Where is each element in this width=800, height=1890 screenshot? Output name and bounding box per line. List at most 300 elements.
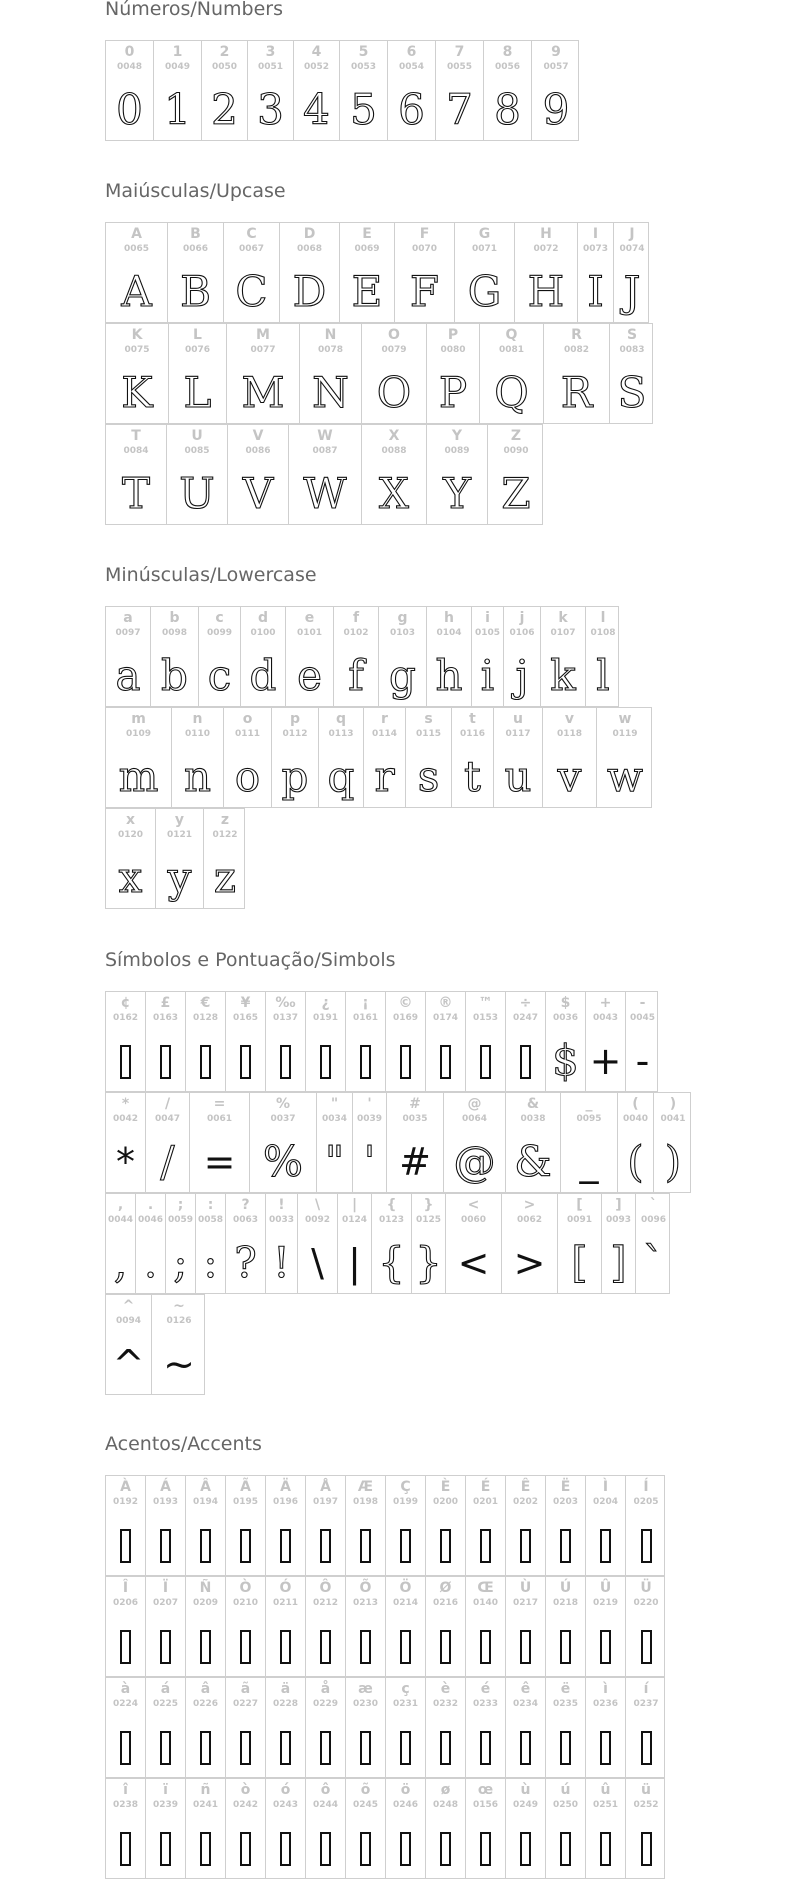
glyph-sample: - (635, 1039, 650, 1083)
glyph-code: 0040 (622, 1114, 649, 1124)
glyph-cell (248, 41, 294, 140)
missing-glyph-icon (480, 1529, 491, 1563)
glyph-label: € (200, 995, 211, 1011)
glyph-code: 0116 (459, 729, 486, 739)
missing-glyph-box (386, 1821, 425, 1875)
glyph-sample: } (415, 1238, 442, 1287)
missing-glyph-box (586, 1619, 625, 1673)
missing-glyph-box (106, 1518, 145, 1572)
glyph-code: 0051 (257, 62, 284, 72)
missing-glyph-box (226, 1720, 265, 1774)
missing-glyph-box (266, 1619, 305, 1673)
glyph-label: B (190, 226, 201, 242)
glyph-code: 0081 (498, 345, 525, 355)
glyph-code: 0052 (303, 62, 330, 72)
glyph-sample: ^ (112, 1342, 145, 1386)
glyph-cell (250, 1093, 317, 1192)
glyph-label: ù (520, 1782, 531, 1798)
glyph-cell (226, 1779, 266, 1878)
glyph-label: Å (320, 1479, 331, 1495)
glyph-cell (541, 607, 586, 706)
glyph-sample: . (143, 1238, 158, 1287)
missing-glyph-icon (520, 1731, 531, 1765)
glyph-cell (636, 1194, 671, 1293)
glyph-code: 0212 (312, 1598, 339, 1608)
glyph-sample: i (480, 651, 495, 700)
glyph-label: ] (615, 1197, 622, 1213)
glyph-code: 0234 (512, 1699, 539, 1709)
glyph-row (105, 40, 579, 141)
glyph-sample: = (203, 1140, 236, 1184)
glyph-cell (106, 992, 146, 1091)
missing-glyph-box (426, 1821, 465, 1875)
glyph-cell (146, 1476, 186, 1575)
glyph-sample: c (207, 651, 232, 700)
missing-glyph-box (146, 1720, 185, 1774)
glyph-code: 0045 (629, 1013, 656, 1023)
glyph-row (105, 1677, 665, 1778)
glyph-sample: Q (494, 368, 529, 417)
glyph-cell (466, 1577, 506, 1676)
glyph-sample: R (560, 368, 593, 417)
glyph-label: ø (440, 1782, 451, 1798)
glyph-code: 0252 (633, 1800, 659, 1810)
glyph-label: + (599, 995, 612, 1011)
missing-glyph-icon (160, 1832, 171, 1866)
glyph-cell (286, 607, 334, 706)
glyph-cell (172, 708, 224, 807)
glyph-cell (494, 708, 543, 807)
missing-glyph-box (586, 1720, 625, 1774)
missing-glyph-box (226, 1619, 265, 1673)
glyph-code: 0096 (640, 1215, 667, 1225)
glyph-label: W (317, 428, 333, 444)
glyph-sample: C (235, 267, 268, 316)
glyph-label: z (220, 812, 230, 828)
glyph-cell (386, 1779, 426, 1878)
glyph-code: 0065 (123, 244, 150, 254)
glyph-code: 0174 (432, 1013, 459, 1023)
glyph-code: 0194 (192, 1497, 219, 1507)
glyph-sample: [ (571, 1238, 588, 1287)
glyph-code: 0193 (152, 1497, 179, 1507)
glyph-cell (426, 1779, 466, 1878)
glyph-code: 0073 (582, 244, 609, 254)
missing-glyph-box (186, 1720, 225, 1774)
glyph-code: 0232 (432, 1699, 459, 1709)
glyph-code: 0046 (137, 1215, 164, 1225)
glyph-code: 0140 (472, 1598, 499, 1608)
glyph-cell (466, 1678, 506, 1777)
glyph-label: ä (280, 1681, 291, 1697)
glyph-label: ¿ (321, 995, 330, 1011)
glyph-label: , (117, 1197, 124, 1213)
glyph-label: T (131, 428, 141, 444)
glyph-label: œ (477, 1782, 494, 1798)
glyph-cell (626, 1678, 666, 1777)
glyph-code: 0250 (552, 1800, 579, 1810)
missing-glyph-icon (320, 1832, 331, 1866)
glyph-code: 0229 (312, 1699, 339, 1709)
glyph-code: 0102 (343, 628, 369, 638)
glyph-code: 0198 (352, 1497, 379, 1507)
glyph-code: 0064 (461, 1114, 488, 1124)
glyph-code: 0231 (392, 1699, 419, 1709)
glyph-code: 0094 (115, 1316, 142, 1326)
glyph-cell (626, 1476, 666, 1575)
glyph-code: 0035 (402, 1114, 428, 1124)
missing-glyph-box (546, 1619, 585, 1673)
glyph-cell (106, 1295, 152, 1394)
glyph-label: Æ (357, 1479, 374, 1495)
missing-glyph-icon (160, 1731, 171, 1765)
missing-glyph-icon (520, 1630, 531, 1664)
glyph-cell (106, 425, 167, 524)
missing-glyph-icon (600, 1630, 611, 1664)
missing-glyph-icon (120, 1045, 131, 1079)
glyph-cell (226, 992, 266, 1091)
missing-glyph-box (466, 1821, 505, 1875)
glyph-code: 0049 (164, 62, 191, 72)
glyph-label: ë (560, 1681, 571, 1697)
glyph-code: 0195 (232, 1497, 259, 1507)
glyph-sample: Z (501, 469, 531, 518)
glyph-cell (506, 1577, 546, 1676)
missing-glyph-icon (480, 1731, 491, 1765)
missing-glyph-box (426, 1720, 465, 1774)
glyph-sample: F (409, 267, 440, 316)
glyph-label: ~ (173, 1298, 185, 1314)
glyph-label: à (120, 1681, 131, 1697)
glyph-sample: v (557, 752, 582, 801)
glyph-label: ` (650, 1197, 657, 1213)
glyph-sample: A (121, 267, 152, 316)
missing-glyph-icon (240, 1529, 251, 1563)
glyph-sample: & (514, 1137, 552, 1186)
glyph-cell (561, 1093, 618, 1192)
glyph-code: 0247 (512, 1013, 539, 1023)
glyph-label: Ä (280, 1479, 291, 1495)
glyph-cell (412, 1194, 446, 1293)
glyph-label: é (480, 1681, 491, 1697)
glyph-code: 0205 (633, 1497, 659, 1507)
glyph-cell (340, 223, 395, 322)
glyph-code: 0211 (272, 1598, 299, 1608)
glyph-cell (618, 1093, 654, 1192)
missing-glyph-icon (480, 1832, 491, 1866)
glyph-code: 0162 (112, 1013, 139, 1023)
glyph-code: 0103 (389, 628, 416, 638)
missing-glyph-box (426, 1034, 465, 1088)
glyph-cell (532, 41, 580, 140)
glyph-code: 0087 (312, 446, 338, 456)
missing-glyph-icon (400, 1045, 411, 1079)
glyph-code: 0050 (211, 62, 238, 72)
glyph-sample: o (234, 752, 261, 801)
glyph-cell (167, 425, 228, 524)
glyph-code: 0101 (296, 628, 323, 638)
glyph-label: - (639, 995, 646, 1011)
glyph-code: 0061 (206, 1114, 233, 1124)
section-title: Números/Numbers (105, 0, 283, 20)
missing-glyph-box (506, 1619, 545, 1673)
glyph-cell (338, 1194, 372, 1293)
section-title: Símbolos e Pontuação/Simbols (105, 949, 396, 971)
glyph-label: 8 (502, 44, 513, 60)
glyph-code: 0248 (432, 1800, 459, 1810)
glyph-cell (455, 223, 515, 322)
glyph-cell (502, 1194, 558, 1293)
missing-glyph-box (106, 1821, 145, 1875)
glyph-label: L (193, 327, 202, 343)
glyph-sample: 6 (398, 85, 425, 134)
glyph-cell (444, 1093, 506, 1192)
glyph-sample: J (623, 267, 641, 316)
glyph-sample: l (596, 651, 610, 700)
glyph-sample: ] (610, 1238, 627, 1287)
glyph-cell (146, 1577, 186, 1676)
glyph-cell (266, 992, 306, 1091)
glyph-label: D (303, 226, 316, 242)
missing-glyph-icon (360, 1045, 371, 1079)
glyph-code: 0083 (619, 345, 645, 355)
glyph-label: ! (278, 1197, 285, 1213)
missing-glyph-icon (240, 1630, 251, 1664)
glyph-code: 0216 (432, 1598, 459, 1608)
glyph-code: 0088 (381, 446, 407, 456)
glyph-sample: B (180, 267, 211, 316)
glyph-cell (427, 324, 480, 423)
glyph-label: A (131, 226, 142, 242)
glyph-code: 0218 (552, 1598, 579, 1608)
missing-glyph-box (346, 1619, 385, 1673)
glyph-code: 0241 (192, 1800, 219, 1810)
glyph-label: 5 (358, 44, 369, 60)
glyph-sample: r (374, 752, 395, 801)
missing-glyph-icon (320, 1045, 331, 1079)
glyph-label: ó (280, 1782, 291, 1798)
glyph-sample: I (587, 267, 604, 316)
glyph-cell (241, 607, 286, 706)
glyph-code: 0089 (444, 446, 470, 456)
glyph-code: 0110 (184, 729, 211, 739)
glyph-code: 0227 (232, 1699, 259, 1709)
glyph-label: ã (240, 1681, 251, 1697)
missing-glyph-box (386, 1034, 425, 1088)
glyph-code: 0085 (184, 446, 210, 456)
glyph-label: Ë (560, 1479, 571, 1495)
glyph-sample: { (378, 1238, 405, 1287)
glyph-label: Ã (240, 1479, 251, 1495)
glyph-code: 0095 (576, 1114, 602, 1124)
missing-glyph-box (546, 1518, 585, 1572)
glyph-sample: 8 (494, 85, 521, 134)
glyph-sample: e (297, 651, 322, 700)
glyph-row (105, 1576, 665, 1677)
glyph-cell (353, 1093, 387, 1192)
glyph-label: # (409, 1096, 421, 1112)
glyph-sample: q (327, 752, 355, 801)
missing-glyph-icon (560, 1832, 571, 1866)
glyph-cell (436, 41, 484, 140)
glyph-label: 2 (219, 44, 230, 60)
glyph-label: b (169, 610, 180, 626)
glyph-cell (466, 1779, 506, 1878)
glyph-cell (280, 223, 340, 322)
glyph-cell (340, 41, 388, 140)
missing-glyph-icon (200, 1630, 211, 1664)
glyph-cell (306, 992, 346, 1091)
glyph-code: 0097 (115, 628, 141, 638)
glyph-sample: y (167, 853, 192, 902)
glyph-code: 0106 (509, 628, 535, 638)
glyph-sample: g (389, 651, 416, 700)
glyph-code: 0163 (152, 1013, 179, 1023)
glyph-cell (168, 223, 224, 322)
missing-glyph-icon (440, 1832, 451, 1866)
missing-glyph-icon (280, 1731, 291, 1765)
missing-glyph-box (546, 1720, 585, 1774)
glyph-cell (544, 324, 610, 423)
glyph-code: 0156 (472, 1800, 499, 1810)
glyph-code: 0107 (550, 628, 576, 638)
glyph-cell (226, 1577, 266, 1676)
glyph-cell (294, 41, 340, 140)
glyph-row (105, 991, 658, 1092)
glyph-cell (186, 992, 226, 1091)
glyph-cell (202, 41, 248, 140)
glyph-cell (484, 41, 532, 140)
glyph-code: 0251 (592, 1800, 619, 1810)
glyph-sample: s (417, 752, 440, 801)
glyph-sample: b (161, 651, 188, 700)
glyph-code: 0245 (352, 1800, 379, 1810)
glyph-label: & (526, 1096, 540, 1112)
glyph-code: 0067 (238, 244, 265, 254)
glyph-label: f (352, 610, 360, 626)
glyph-sample: " (324, 1137, 345, 1186)
glyph-sample: 2 (211, 85, 238, 134)
glyph-label: ï (163, 1782, 168, 1798)
glyph-code: 0041 (660, 1114, 686, 1124)
glyph-code: 0109 (125, 729, 152, 739)
glyph-sample: E (351, 267, 383, 316)
glyph-label: q (335, 711, 347, 727)
glyph-sample: f (348, 651, 364, 700)
glyph-label: . (147, 1197, 154, 1213)
missing-glyph-icon (120, 1630, 131, 1664)
glyph-code: 0219 (592, 1598, 619, 1608)
glyph-code: 0068 (296, 244, 323, 254)
glyph-cell (227, 324, 300, 423)
glyph-code: 0121 (166, 830, 193, 840)
glyph-cell (626, 1779, 666, 1878)
missing-glyph-box (506, 1034, 545, 1088)
glyph-row (105, 323, 653, 424)
glyph-cell (199, 607, 241, 706)
glyph-code: 0060 (460, 1215, 487, 1225)
glyph-cell (226, 1678, 266, 1777)
glyph-code: 0099 (206, 628, 233, 638)
glyph-label: s (424, 711, 433, 727)
glyph-code: 0082 (563, 345, 590, 355)
glyph-cell (190, 1093, 250, 1192)
glyph-label: k (558, 610, 568, 626)
glyph-label: ; (177, 1197, 184, 1213)
missing-glyph-icon (400, 1731, 411, 1765)
missing-glyph-icon (280, 1529, 291, 1563)
glyph-code: 0249 (512, 1800, 539, 1810)
missing-glyph-icon (400, 1832, 411, 1866)
missing-glyph-icon (160, 1630, 171, 1664)
missing-glyph-box (106, 1034, 145, 1088)
glyph-sample: ! (273, 1238, 290, 1287)
glyph-label: S (626, 327, 638, 343)
glyph-cell (472, 607, 504, 706)
glyph-code: 0108 (590, 628, 616, 638)
glyph-code: 0053 (350, 62, 377, 72)
missing-glyph-icon (440, 1731, 451, 1765)
glyph-label: ¡ (362, 995, 369, 1011)
glyph-cell (395, 223, 455, 322)
glyph-label: a (123, 610, 133, 626)
glyph-label: À (120, 1479, 131, 1495)
glyph-sample: k (550, 651, 576, 700)
glyph-code: 0098 (161, 628, 188, 638)
glyph-label: [ (576, 1197, 583, 1213)
missing-glyph-box (226, 1518, 265, 1572)
glyph-code: 0056 (494, 62, 521, 72)
glyph-code: 0115 (415, 729, 442, 739)
glyph-cell (289, 425, 362, 524)
glyph-sample: ' (363, 1137, 376, 1186)
glyph-code: 0047 (154, 1114, 181, 1124)
glyph-code: 0123 (378, 1215, 405, 1225)
glyph-cell (506, 1476, 546, 1575)
missing-glyph-icon (440, 1045, 451, 1079)
glyph-sample: x (118, 853, 143, 902)
missing-glyph-box (186, 1619, 225, 1673)
missing-glyph-icon (120, 1832, 131, 1866)
glyph-cell (106, 708, 172, 807)
glyph-sample: ~ (163, 1342, 195, 1386)
glyph-label: / (164, 1096, 171, 1112)
glyph-label: õ (360, 1782, 371, 1798)
glyph-cell (506, 1678, 546, 1777)
glyph-cell (266, 1678, 306, 1777)
glyph-code: 0048 (116, 62, 143, 72)
missing-glyph-box (146, 1034, 185, 1088)
glyph-code: 0039 (356, 1114, 383, 1124)
glyph-label: * (121, 1096, 130, 1112)
glyph-label: g (397, 610, 408, 626)
glyph-label: I (592, 226, 599, 242)
glyph-cell (372, 1194, 412, 1293)
glyph-label: 4 (311, 44, 322, 60)
glyph-code: 0201 (472, 1497, 499, 1507)
missing-glyph-box (266, 1821, 305, 1875)
glyph-label: @ (467, 1096, 482, 1112)
glyph-label: ì (603, 1681, 608, 1697)
glyph-label: ¢ (120, 995, 131, 1011)
glyph-code: 0153 (472, 1013, 499, 1023)
glyph-cell (504, 607, 541, 706)
glyph-code: 0118 (556, 729, 583, 739)
glyph-sample: O (376, 368, 412, 417)
glyph-sample: t (464, 752, 481, 801)
glyph-cell (266, 1476, 306, 1575)
glyph-label: Ø (439, 1580, 452, 1596)
